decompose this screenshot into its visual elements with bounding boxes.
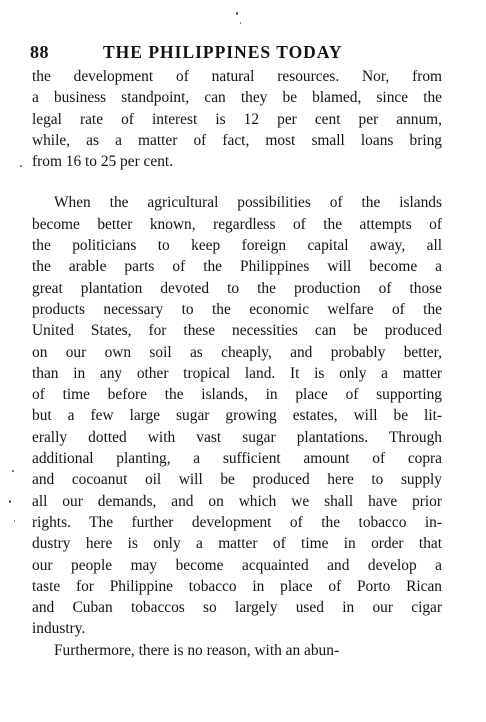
text-line: erally dotted with vast sugar plantations. Through	[32, 428, 442, 446]
scan-speck	[240, 22, 241, 24]
text-line: the development of natural resources. Nor, from	[32, 68, 442, 85]
page-header	[30, 40, 450, 66]
text-line: Furthermore, there is no reason, with an abun-	[54, 641, 340, 659]
running-title: THE PHILIPPINES TODAY	[103, 42, 343, 62]
text-line: from 16 to 25 per cent.	[32, 153, 174, 171]
text-line: on our own soil as cheaply, and probably better,	[32, 343, 442, 361]
scan-speck	[14, 520, 15, 522]
text-line: United States, for these necessities can be produced	[32, 322, 442, 340]
paragraph	[32, 640, 442, 661]
text-line: dustry here is only a matter of time in order that	[32, 535, 442, 553]
paragraph	[32, 192, 442, 639]
text-line: great plantation devoted to the production of those	[32, 279, 442, 297]
text-line: all our demands, and on which we shall have prior	[32, 492, 442, 510]
scan-speck	[20, 165, 22, 167]
text-line: a business standpoint, can they be blamed, since the	[32, 89, 442, 107]
page-number: 88	[30, 42, 49, 62]
scan-speck	[236, 12, 238, 15]
scan-speck	[9, 500, 11, 503]
text-line: become better known, regardless of the attempts of	[32, 215, 442, 233]
body-text	[32, 66, 442, 661]
scan-speck	[12, 470, 14, 472]
text-line: additional planting, a sufficient amount of copra	[32, 450, 442, 468]
text-line: our people may become acquainted and develop a	[32, 556, 442, 574]
paragraph	[32, 66, 442, 172]
text-line: but a few large sugar growing estates, will be lit-	[32, 407, 442, 425]
text-line: and cocoanut oil will be produced here to supply	[32, 471, 442, 489]
text-line: of time before the islands, in place of supporting	[32, 386, 442, 404]
text-line: than in any other tropical land. It is only a matter	[32, 364, 442, 382]
text-line: the arable parts of the Philippines will become a	[32, 258, 442, 276]
text-line: rights. The further development of the tobacco in-	[32, 513, 442, 531]
text-line: products necessary to the economic welfare of the	[32, 300, 442, 318]
text-line: and Cuban tobaccos so largely used in our cigar	[32, 599, 442, 617]
text-line: while, as a matter of fact, most small loans bring	[32, 131, 442, 149]
text-line: taste for Philippine tobacco in place of Porto Rican	[32, 577, 442, 595]
text-line: When the agricultural possibilities of the islands	[54, 194, 442, 212]
text-line: the politicians to keep foreign capital away, all	[32, 237, 442, 255]
text-line: legal rate of interest is 12 per cent per annum,	[32, 110, 442, 128]
paragraph-gap	[32, 172, 442, 192]
text-line: industry.	[32, 620, 86, 638]
